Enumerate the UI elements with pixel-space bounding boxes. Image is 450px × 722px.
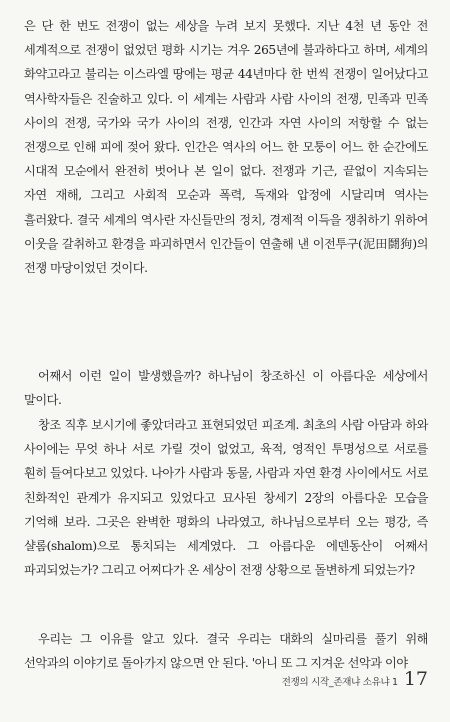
running-title: 전쟁의 시작_존재냐 소유냐 1: [281, 677, 398, 688]
page-footer: [282, 668, 428, 690]
page-number: 17: [403, 668, 428, 690]
body-paragraph-2: 어째서 이런 일이 발생했을까? 하나님이 창조하신 이 아름다운 세상에서 말이다.: [24, 369, 428, 408]
body-paragraph-1: 은 단 한 번도 전쟁이 없는 세상을 누려 보지 못했다. 지난 4천 년 동안 전 세계적으로 전쟁이 없었던 평화 시기는 겨우 265년에 불과하다고 하며, 세계의 화약고라고 불리는 이스라엘 땅에는 평균 44년마다 한 번씩 전쟁이 일어났다고 역사학자들은 진술하고 있다. 이 세계는 사람과 사람 사이의 전쟁, 민족과 민족 사이의 전쟁, 국가와 국가 사이의 전쟁, 인간과 자연 사이의 저항할 수 없는 전쟁으로 인해 피에 젖어 왔다. 인간은 역사의 어느 한 모퉁이 어느 한 순간에도 시대적 모순에서 완전히 벗어나 본 일이 없다. 전쟁과 기근, 끝없이 지속되는 자연 재해, 그리고 사회적 모순과 폭력, 독재와 압정에 시달리며 역사는 흘러왔다. 결국 세계의 역사란 자신들만의 정치, 경제적 이득을 쟁취하기 위하여 이웃을 갈취하고 환경을 파괴하면서 인간들이 연출해 낸 이전투구(泥田鬪狗)의 전쟁 마당이었던 것이다.: [24, 19, 428, 276]
body-paragraph-4: 우리는 그 이유를 알고 있다. 결국 우리는 대화의 실마리를 풀기 위해 선악과의 이야기로 돌아가지 않으면 안 된다. '아니 또 그 지겨운 선악과 이야: [24, 632, 428, 671]
body-paragraph-3: 창조 직후 보시기에 좋았더라고 표현되었던 피조계. 최초의 사람 아담과 하와 사이에는 무엇 하나 서로 가릴 것이 없었고, 육적, 영적인 투명성으로 서로를 훤히 들여다보고 있었다. 나아가 사람과 동물, 사람과 자연 환경 사이에서도 서로 친화적인 관계가 유지되고 있었다고 묘사된 창세기 2장의 아름다운 모습을 기억해 보라. 그곳은 완벽한 평화의 나라였고, 하나님으로부터 오는 평강, 즉 샬롬(shalom)으로 통치되는 세계였다. 그 아름다운 에덴동산이 어째서 파괴되었는가? 그리고 어찌다가 온 세상이 전쟁 상황으로 돌변하게 되었는가?: [24, 418, 428, 578]
